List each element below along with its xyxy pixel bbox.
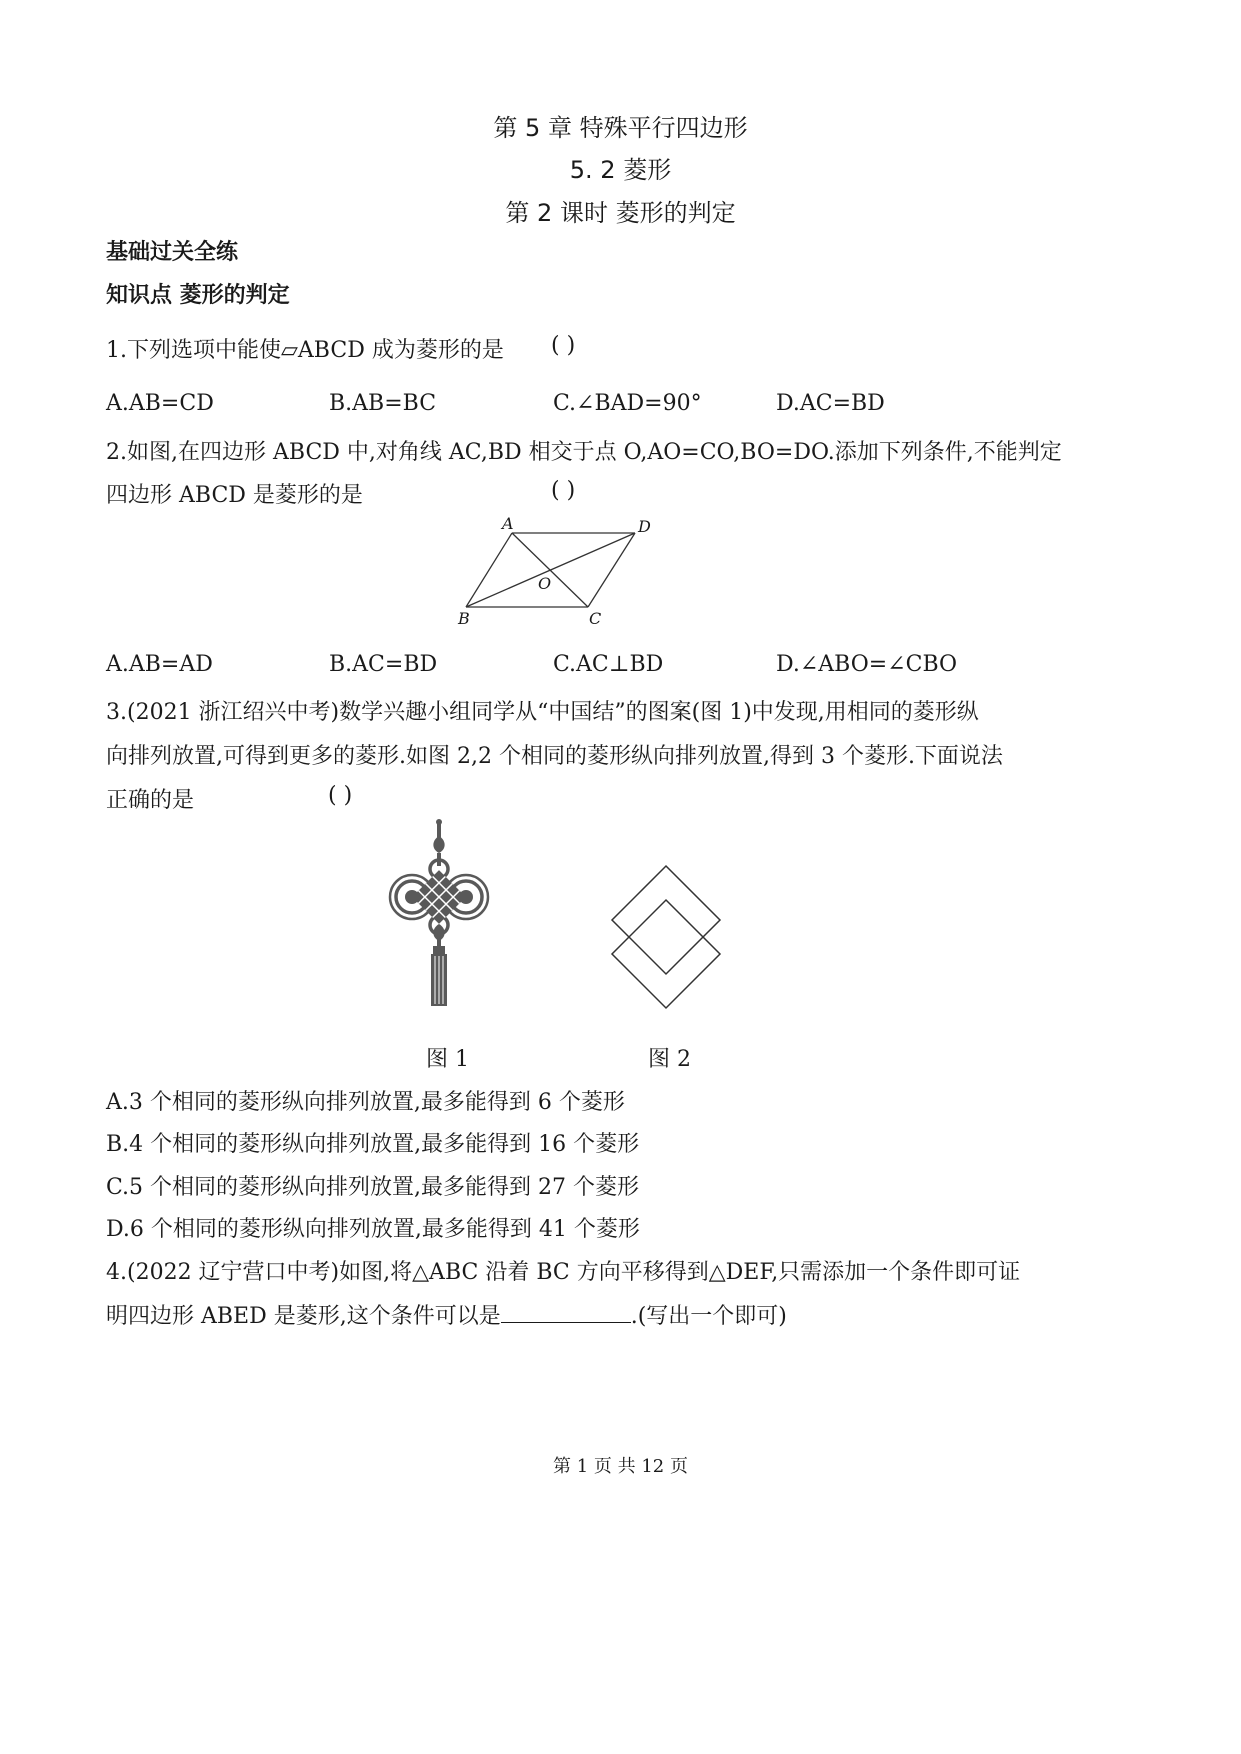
figure-1-caption: 图 1: [426, 1047, 469, 1072]
question-3-option-b: B.4 个相同的菱形纵向排列放置,最多能得到 16 个菱形: [106, 1132, 640, 1157]
question-4-stem-line2: [106, 1299, 787, 1330]
question-2-answer-bracket: ( ): [551, 478, 576, 503]
lesson-title: 第 2 课时 菱形的判定: [505, 199, 736, 227]
question-1-option-d: D.AC=BD: [776, 391, 885, 416]
figure-2-caption: 图 2: [648, 1047, 691, 1072]
answer-blank[interactable]: [501, 1302, 631, 1323]
page-number: 第 1 页 共 12 页: [553, 1456, 688, 1477]
label-a: A: [502, 514, 514, 533]
label-o: O: [538, 574, 552, 593]
question-2-option-c: C.AC⊥BD: [553, 652, 664, 677]
question-1-answer-bracket: ( ): [551, 333, 576, 358]
question-1-option-b: B.AB=BC: [329, 391, 437, 416]
question-2-option-a: A.AB=AD: [106, 652, 213, 677]
question-3-stem-line2: 向排列放置,可得到更多的菱形.如图 2,2 个相同的菱形纵向排列放置,得到 3 个菱形.下面说法: [106, 744, 1003, 769]
knowledge-point-heading: 知识点 菱形的判定: [106, 283, 290, 308]
question-2-option-b: B.AC=BD: [329, 652, 438, 677]
label-b: B: [458, 609, 470, 628]
question-2-stem-line1: 2.如图,在四边形 ABCD 中,对角线 AC,BD 相交于点 O,AO=CO,BO=DO.添加下列条件,不能判定: [106, 440, 1062, 465]
question-4-stem-text: 明四边形 ABED 是菱形,这个条件可以是: [106, 1304, 501, 1329]
question-3-answer-bracket: ( ): [328, 783, 353, 808]
chapter-title: 第 5 章 特殊平行四边形: [493, 114, 748, 142]
question-3-stem-line1: 3.(2021 浙江绍兴中考)数学兴趣小组同学从“中国结”的图案(图 1)中发现,用相同的菱形纵: [106, 700, 979, 725]
question-2-stem-line2: 四边形 ABCD 是菱形的是: [106, 483, 363, 508]
question-1-stem: 1.下列选项中能使▱ABCD 成为菱形的是: [106, 338, 504, 363]
question-1-option-c: C.∠BAD=90°: [553, 391, 702, 416]
label-d: D: [638, 517, 651, 536]
lower-rhombus: [612, 900, 720, 1008]
question-3-option-a: A.3 个相同的菱形纵向排列放置,最多能得到 6 个菱形: [106, 1090, 625, 1115]
question-2-option-d: D.∠ABO=∠CBO: [776, 652, 958, 677]
label-c: C: [589, 609, 602, 628]
question-3-stem-line3: 正确的是: [106, 788, 195, 813]
question-3-option-c: C.5 个相同的菱形纵向排列放置,最多能得到 27 个菱形: [106, 1175, 640, 1200]
question-4-stem-line1: 4.(2022 辽宁营口中考)如图,将△ABC 沿着 BC 方向平移得到△DEF,只需添加一个条件即可证: [106, 1260, 1021, 1285]
question-1-option-a: A.AB=CD: [106, 391, 214, 416]
question-4-stem-suffix: .(写出一个即可): [630, 1304, 787, 1329]
exercise-section-heading: 基础过关全练: [106, 240, 239, 265]
question-3-option-d: D.6 个相同的菱形纵向排列放置,最多能得到 41 个菱形: [106, 1217, 640, 1242]
section-title: 5. 2 菱形: [569, 156, 672, 184]
upper-rhombus: [612, 866, 720, 974]
